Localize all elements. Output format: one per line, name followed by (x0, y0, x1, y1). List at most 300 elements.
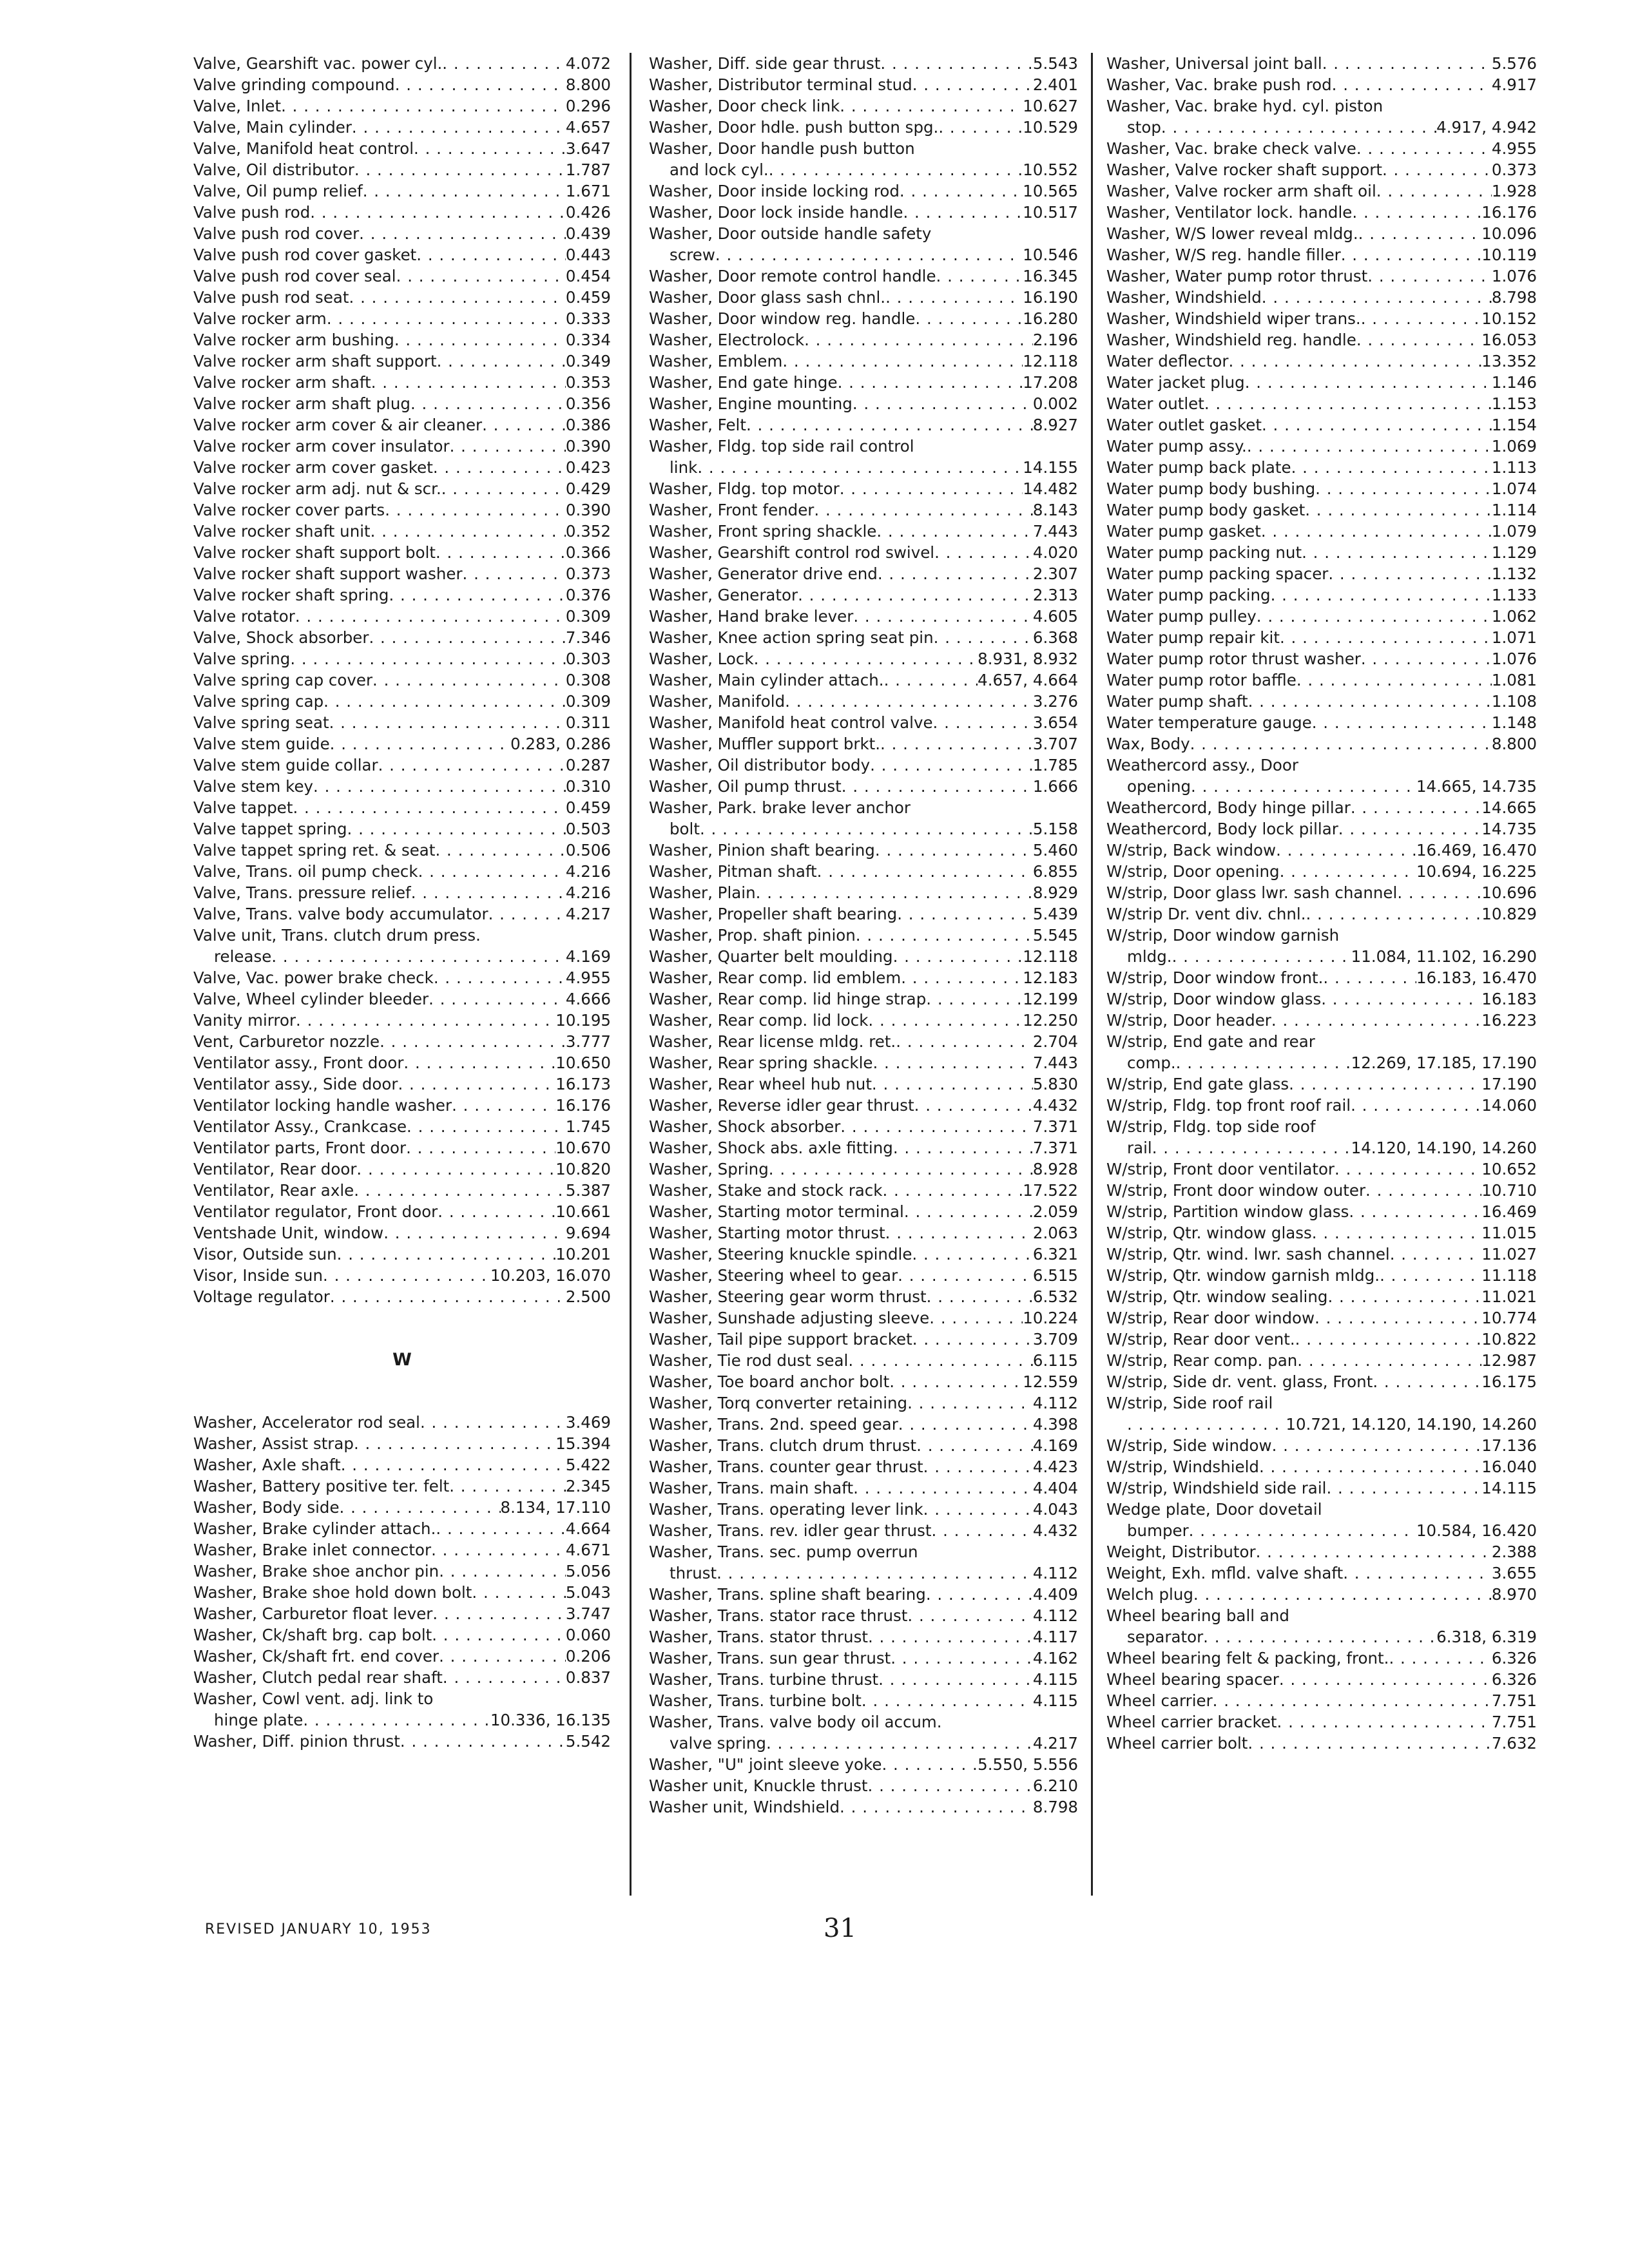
entry-label: bolt (670, 820, 700, 838)
entry-reference: 11.118 (1481, 1266, 1537, 1285)
entry-reference: 1.745 (565, 1117, 611, 1136)
entry-label: Water pump body gasket (1106, 501, 1306, 519)
dot-leader (926, 988, 1023, 1010)
entry-reference: 1.074 (1491, 479, 1537, 498)
entry-label: Valve rocker arm cover & air cleaner (193, 416, 483, 434)
index-entry (1106, 606, 1537, 627)
index-entry (193, 1561, 611, 1582)
index-entry (1106, 1520, 1537, 1541)
dot-leader (1322, 53, 1492, 74)
entry-reference: 0.310 (565, 777, 611, 796)
entry-label: Washer, Starting motor thrust (649, 1224, 885, 1242)
entry-reference: 14.482 (1023, 479, 1078, 498)
entry-label: Washer, Rear comp. lid emblem (649, 968, 901, 987)
entry-reference: 11.021 (1481, 1287, 1537, 1306)
entry-reference: 4.216 (565, 883, 611, 902)
entry-label: W/strip, Door header (1106, 1011, 1271, 1030)
entry-reference: 8.970 (1491, 1585, 1537, 1604)
entry-label: Wheel bearing spacer (1106, 1670, 1279, 1689)
dot-leader (438, 1201, 555, 1222)
dot-leader (313, 776, 566, 797)
dot-leader (432, 1603, 565, 1624)
entry-label: Valve, Inlet (193, 97, 282, 115)
index-entry (649, 797, 1078, 818)
entry-reference: 4.657, 4.664 (978, 671, 1078, 689)
entry-reference: 0.373 (1491, 160, 1537, 179)
entry-reference: 2.196 (1032, 331, 1078, 349)
dot-leader (893, 946, 1023, 967)
index-entry (1106, 1541, 1537, 1562)
entry-label: Valve rocker arm adj. nut & scr. (193, 479, 441, 498)
entry-label: Water pump repair kit (1106, 628, 1280, 647)
entry-reference: 5.543 (1032, 54, 1078, 73)
entry-reference: 8.798 (1491, 288, 1537, 307)
entry-label: W/strip, Door window front. (1106, 968, 1324, 987)
dot-leader (1332, 74, 1492, 95)
dot-leader (1382, 159, 1492, 180)
index-entry (193, 1518, 611, 1539)
index-entry (193, 180, 611, 202)
entry-reference: 10.119 (1481, 245, 1537, 264)
dot-leader (916, 1435, 1033, 1456)
entry-reference: 6.515 (1032, 1266, 1078, 1285)
dot-leader (416, 244, 566, 265)
entry-reference: 10.529 (1023, 118, 1078, 137)
index-entry (1106, 988, 1537, 1010)
entry-reference: 15.394 (555, 1434, 611, 1453)
dot-leader (876, 521, 1033, 542)
entry-reference: 3.654 (1032, 713, 1078, 732)
dot-leader (1256, 1541, 1492, 1562)
dot-leader (1352, 202, 1481, 223)
index-entry (193, 1412, 611, 1433)
dot-leader (439, 1646, 566, 1667)
entry-label: Washer, Trans. operating lever link (649, 1500, 923, 1519)
index-column-2 (649, 53, 1078, 1818)
entry-reference: 7.443 (1032, 522, 1078, 541)
dot-leader (1335, 1158, 1481, 1180)
entry-reference: 1.153 (1491, 394, 1537, 413)
entry-reference: 4.917 (1491, 75, 1537, 94)
entry-label: Washer, Front fender (649, 501, 815, 519)
index-entry (1106, 414, 1537, 436)
index-entry (193, 1454, 611, 1475)
dot-leader (785, 691, 1033, 712)
entry-label: Washer, Diff. pinion thrust (193, 1732, 400, 1751)
index-entry (1106, 117, 1537, 138)
entry-label: Washer, Gearshift control rod swivel (649, 543, 935, 562)
entry-label: Valve rocker shaft spring (193, 586, 389, 604)
index-entry (1106, 1477, 1537, 1499)
entry-reference: 10.696 (1481, 883, 1537, 902)
dot-leader (912, 1329, 1033, 1350)
entry-label: Wheel carrier bracket (1106, 1713, 1277, 1731)
dot-leader (295, 606, 566, 627)
entry-label: W/strip, Back window (1106, 841, 1277, 860)
entry-reference: 11.015 (1481, 1224, 1537, 1242)
entry-label: Washer, Quarter belt moulding (649, 947, 893, 966)
entry-label: Water pump packing spacer (1106, 564, 1329, 583)
dot-leader (1296, 669, 1492, 691)
dot-leader (354, 159, 566, 180)
index-entry (193, 563, 611, 584)
entry-reference: 4.112 (1032, 1394, 1078, 1412)
dot-leader (371, 521, 566, 542)
entry-label: Wax, Body (1106, 735, 1190, 753)
index-entry (1106, 925, 1537, 946)
entry-label: W/strip, Qtr. window glass (1106, 1224, 1312, 1242)
entry-label: Washer, Lock (649, 649, 754, 668)
index-entry (193, 436, 611, 457)
index-entry (193, 1646, 611, 1667)
entry-label: hinge plate (214, 1711, 304, 1729)
index-entry (193, 244, 611, 265)
entry-label: Washer, Felt (649, 416, 746, 434)
index-entry (1106, 818, 1537, 840)
entry-reference: 4.216 (565, 862, 611, 881)
entry-reference: 10.096 (1481, 224, 1537, 243)
entry-reference: 4.162 (1032, 1649, 1078, 1667)
index-entry (1106, 1137, 1537, 1158)
dot-leader (878, 1669, 1033, 1690)
entry-label: Valve stem guide (193, 735, 330, 753)
index-entry (193, 329, 611, 351)
index-entry (193, 542, 611, 563)
dot-leader (407, 1116, 566, 1137)
entry-reference: 8.798 (1032, 1798, 1078, 1816)
entry-reference: 8.800 (1491, 735, 1537, 753)
dot-leader (891, 1648, 1033, 1669)
index-entry (649, 563, 1078, 584)
dot-leader (840, 95, 1023, 117)
dot-leader (1245, 372, 1492, 393)
entry-reference: 16.223 (1481, 1011, 1537, 1030)
index-entry (193, 776, 611, 797)
entry-reference: 3.647 (565, 139, 611, 158)
index-entry (1106, 202, 1537, 223)
index-entry (649, 1690, 1078, 1711)
dot-leader (1189, 1520, 1416, 1541)
entry-label: Ventilator, Rear axle (193, 1181, 354, 1200)
index-entry (1106, 946, 1537, 967)
entry-reference: 0.459 (565, 288, 611, 307)
dot-leader (898, 1265, 1033, 1286)
entry-reference: 0.356 (565, 394, 611, 413)
entry-label: Washer, W/S reg. handle filler (1106, 245, 1341, 264)
entry-label: Washer, Torq converter retaining (649, 1394, 908, 1412)
index-entry (649, 1031, 1078, 1052)
entry-label: Valve tappet (193, 798, 293, 817)
dot-leader (329, 712, 566, 733)
index-entry (1106, 1690, 1537, 1711)
entry-label: Water pump assy. (1106, 437, 1247, 456)
index-entry (1106, 74, 1537, 95)
dot-leader (868, 1626, 1033, 1648)
entry-reference: 12.183 (1023, 968, 1078, 987)
entry-reference: 6.210 (1032, 1776, 1078, 1795)
entry-reference: 2.388 (1491, 1542, 1537, 1561)
entry-reference: 7.751 (1491, 1691, 1537, 1710)
entry-label: Washer, Main cylinder attach. (649, 671, 884, 689)
entry-reference: 11.084, 11.102, 16.290 (1351, 947, 1537, 966)
entry-label: Washer, Trans. clutch drum thrust (649, 1436, 917, 1455)
entry-label: Valve rotator (193, 607, 295, 626)
index-entry (649, 840, 1078, 861)
entry-reference: 4.917, 4.942 (1436, 118, 1537, 137)
entry-label: Washer, Toe board anchor bolt (649, 1372, 890, 1391)
entry-label: link (670, 458, 698, 477)
entry-label: Washer, Windshield reg. handle (1106, 331, 1356, 349)
entry-reference: 2.063 (1032, 1224, 1078, 1242)
dot-leader (323, 691, 566, 712)
dot-leader (410, 393, 566, 414)
dot-leader (901, 967, 1023, 988)
entry-label: W/strip, Front door ventilator (1106, 1160, 1335, 1178)
entry-reference: 10.152 (1481, 309, 1537, 328)
entry-reference: 10.661 (555, 1202, 611, 1221)
entry-label: Washer, Manifold (649, 692, 786, 711)
entry-label: Washer, Axle shaft (193, 1456, 341, 1474)
entry-reference: 0.503 (565, 820, 611, 838)
entry-label: Washer, Door remote control handle (649, 267, 936, 285)
entry-label: Weathercord assy., Door (1106, 756, 1298, 774)
dot-leader (327, 308, 566, 329)
index-entry (193, 1539, 611, 1561)
entry-label: Washer, Stake and stock rack (649, 1181, 883, 1200)
entry-reference: 14.665, 14.735 (1416, 777, 1537, 796)
dot-leader (1302, 542, 1492, 563)
dot-leader (853, 1477, 1033, 1499)
entry-reference: 0.373 (565, 564, 611, 583)
entry-label: Valve unit, Trans. clutch drum press. (193, 926, 481, 945)
entry-label: thrust (670, 1564, 717, 1582)
index-entry (193, 818, 611, 840)
entry-reference: 14.155 (1023, 458, 1078, 477)
entry-label: Washer, Shock absorber (649, 1117, 841, 1136)
dot-leader (1176, 1052, 1351, 1073)
entry-reference: 6.326 (1491, 1670, 1537, 1689)
entry-reference: 1.079 (1491, 522, 1537, 541)
index-entry (193, 988, 611, 1010)
entry-reference: 0.837 (565, 1668, 611, 1687)
entry-label: Washer, Door glass sash chnl. (649, 288, 886, 307)
entry-reference: 5.550, 5.556 (978, 1755, 1078, 1774)
dot-leader (1367, 265, 1492, 287)
dot-leader (838, 372, 1023, 393)
index-entry (649, 988, 1078, 1010)
index-entry (1106, 53, 1537, 74)
index-entry (1106, 1265, 1537, 1286)
entry-reference: 5.158 (1032, 820, 1078, 838)
dot-leader (1361, 308, 1482, 329)
index-entry (193, 1201, 611, 1222)
entry-reference: 4.432 (1032, 1521, 1078, 1540)
index-entry (1106, 1733, 1537, 1754)
index-entry (649, 627, 1078, 648)
dot-leader (1247, 436, 1492, 457)
entry-reference: 8.800 (565, 75, 611, 94)
entry-label: Valve rocker arm cover gasket (193, 458, 433, 477)
dot-leader (746, 414, 1033, 436)
dot-leader (804, 329, 1033, 351)
dot-leader (926, 1584, 1033, 1605)
index-entry (649, 1073, 1078, 1095)
index-entry (1106, 648, 1537, 669)
entry-label: Valve, Manifold heat control (193, 139, 414, 158)
dot-leader (923, 1499, 1033, 1520)
entry-label: Visor, Outside sun (193, 1245, 337, 1264)
dot-leader (932, 1520, 1033, 1541)
entry-reference: 1.076 (1491, 267, 1537, 285)
section-heading: W (392, 1349, 412, 1370)
dot-leader (293, 797, 565, 818)
entry-reference: 8.929 (1032, 883, 1078, 902)
index-entry (1106, 95, 1537, 117)
index-entry (649, 1648, 1078, 1669)
entry-label: Washer, Tie rod dust seal (649, 1351, 849, 1370)
index-entry (1106, 669, 1537, 691)
index-entry (1106, 1435, 1537, 1456)
dot-leader (936, 265, 1023, 287)
index-entry (649, 1520, 1078, 1541)
index-entry (649, 74, 1078, 95)
index-entry (193, 861, 611, 882)
index-entry (649, 244, 1078, 265)
index-entry (649, 818, 1078, 840)
dot-leader (1271, 584, 1492, 606)
dot-leader (354, 1433, 555, 1454)
entry-label: Washer, Door lock inside handle (649, 203, 903, 222)
index-entry (1106, 1244, 1537, 1265)
dot-leader (389, 584, 565, 606)
entry-reference: 5.422 (565, 1456, 611, 1474)
entry-label: Water pump shaft (1106, 692, 1248, 711)
entry-label: Valve, Vac. power brake check (193, 968, 434, 987)
entry-reference: 0.334 (565, 331, 611, 349)
entry-reference: 7.371 (1032, 1139, 1078, 1157)
index-entry (649, 1775, 1078, 1796)
index-entry (649, 1095, 1078, 1116)
entry-reference: 12.118 (1023, 947, 1078, 966)
index-entry (1106, 1329, 1537, 1350)
entry-reference: 3.777 (565, 1032, 611, 1051)
entry-label: Valve rocker arm shaft plug (193, 394, 410, 413)
entry-label: Wheel carrier (1106, 1691, 1213, 1710)
index-entry (193, 648, 611, 669)
index-entry (649, 159, 1078, 180)
index-entry (193, 882, 611, 903)
entry-reference: 2.500 (565, 1287, 611, 1306)
index-entry (1106, 180, 1537, 202)
dot-leader (904, 1201, 1033, 1222)
index-entry (193, 1010, 611, 1031)
dot-leader (1127, 1414, 1286, 1435)
index-entry (193, 1265, 611, 1286)
index-entry (649, 903, 1078, 925)
index-entry (1106, 1201, 1537, 1222)
entry-reference: 3.709 (1032, 1330, 1078, 1349)
dot-leader (897, 903, 1033, 925)
entry-label: Valve rocker cover parts (193, 501, 385, 519)
entry-label: Washer, Body side (193, 1498, 340, 1517)
entry-label: Valve rocker arm shaft support (193, 352, 437, 370)
dot-leader (914, 1095, 1033, 1116)
entry-reference: 8.931, 8.932 (978, 649, 1078, 668)
entry-reference: 6.318, 6.319 (1436, 1628, 1537, 1646)
dot-leader (452, 1095, 555, 1116)
entry-reference: 10.552 (1023, 160, 1078, 179)
entry-label: Valve, Oil pump relief (193, 182, 363, 200)
dot-leader (889, 1371, 1023, 1392)
entry-label: comp. (1127, 1053, 1176, 1072)
dot-leader (1327, 1286, 1481, 1307)
dot-leader (1277, 1711, 1492, 1733)
entry-reference: 0.423 (565, 458, 611, 477)
entry-label: Washer, Vac. brake check valve (1106, 139, 1356, 158)
index-entry (193, 1116, 611, 1137)
dot-leader (330, 1286, 566, 1307)
dot-leader (1291, 457, 1492, 478)
dot-leader (872, 1052, 1032, 1073)
dot-leader (1295, 1329, 1482, 1350)
dot-leader (912, 74, 1033, 95)
dot-leader (1373, 1371, 1481, 1392)
index-entry (1106, 1116, 1537, 1137)
entry-reference: 16.190 (1023, 288, 1078, 307)
entry-reference: 5.542 (565, 1732, 611, 1751)
entry-reference: 4.398 (1032, 1415, 1078, 1434)
index-entry (649, 1137, 1078, 1158)
dot-leader (875, 840, 1033, 861)
entry-reference: 12.269, 17.185, 17.190 (1351, 1053, 1537, 1072)
index-entry (1106, 967, 1537, 988)
index-entry (193, 1095, 611, 1116)
index-entry (193, 457, 611, 478)
entry-reference: 7.443 (1032, 1053, 1078, 1072)
entry-reference: 0.429 (565, 479, 611, 498)
entry-reference: 0.390 (565, 501, 611, 519)
dot-leader (434, 967, 566, 988)
index-entry (193, 1031, 611, 1052)
entry-reference: 1.114 (1491, 501, 1537, 519)
entry-reference: 4.605 (1032, 607, 1078, 626)
index-entry (649, 117, 1078, 138)
dot-leader (323, 1265, 490, 1286)
entry-label: Valve push rod (193, 203, 311, 222)
entry-label: Washer, Knee action spring seat pin (649, 628, 934, 647)
dot-leader (463, 563, 566, 584)
index-entry (649, 1158, 1078, 1180)
entry-reference: 3.276 (1032, 692, 1078, 711)
entry-reference: 0.308 (565, 671, 611, 689)
entry-label: Wheel bearing ball and (1106, 1606, 1289, 1625)
dot-leader (395, 74, 566, 95)
index-entry (193, 372, 611, 393)
entry-reference: 4.423 (1032, 1457, 1078, 1476)
dot-leader (1358, 223, 1482, 244)
entry-label: Washer, Rear license mldg. ret. (649, 1032, 896, 1051)
dot-leader (1361, 648, 1492, 669)
entry-label: W/strip, Rear comp. pan (1106, 1351, 1298, 1370)
index-entry (1106, 776, 1537, 797)
entry-reference: 4.657 (565, 118, 611, 137)
dot-leader (1190, 733, 1492, 754)
dot-leader (411, 882, 566, 903)
dot-leader (840, 1116, 1033, 1137)
entry-reference: 2.059 (1032, 1202, 1078, 1221)
index-entry (649, 1733, 1078, 1754)
entry-reference: 16.176 (555, 1096, 611, 1115)
